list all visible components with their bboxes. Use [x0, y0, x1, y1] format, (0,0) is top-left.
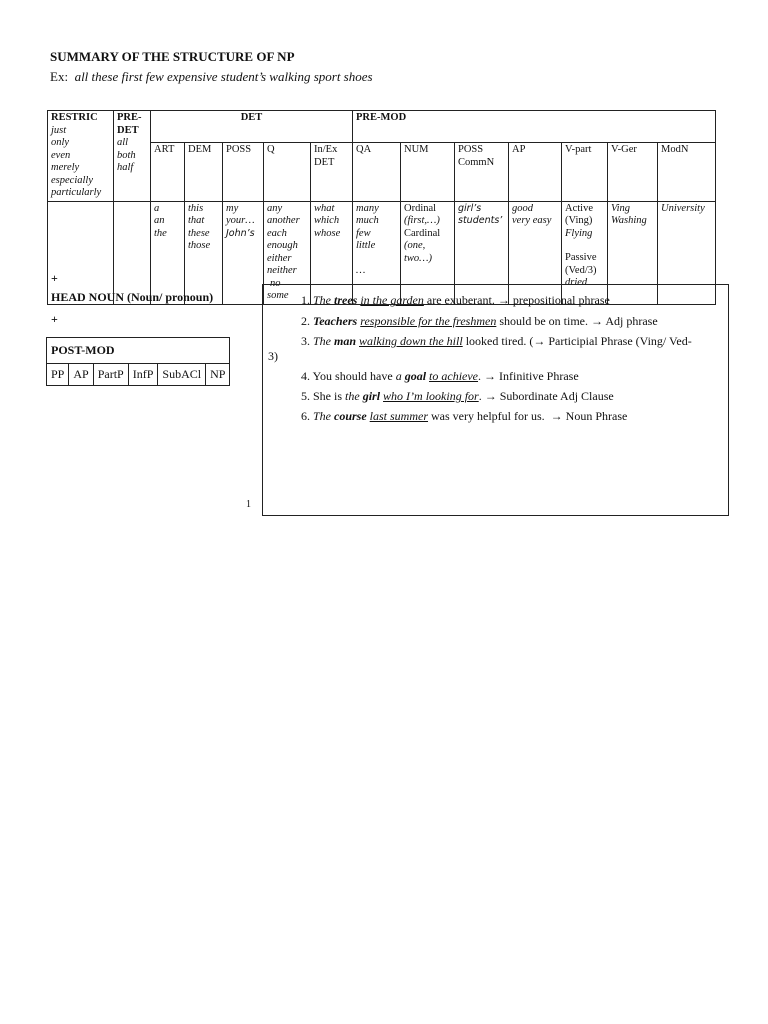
subheader-v-ger: V-Ger	[608, 143, 658, 201]
plus-sign: +	[51, 271, 58, 285]
predet-header-cell	[114, 111, 151, 202]
arrow-icon: →	[550, 409, 563, 423]
inex-item: whose	[314, 227, 341, 239]
example-item-continuation: 3)	[268, 349, 278, 363]
subheader-dem: DEM	[185, 143, 223, 201]
poss-item: your…	[226, 215, 255, 226]
qa-item: little	[356, 240, 376, 251]
ap-item: good	[512, 202, 533, 214]
restric-header: RESTRIC	[51, 112, 98, 123]
arrow-icon: →	[484, 369, 497, 383]
example-item: 2. Teachers responsible for the freshmen should be on time. → Adj phrase	[301, 314, 658, 328]
subheader-ap: AP	[509, 143, 562, 201]
premod-header: PRE-MOD	[353, 111, 716, 143]
v-ger-item: Ving	[611, 202, 631, 214]
restric-item: only	[51, 137, 70, 148]
num-item: Ordinal	[404, 202, 437, 214]
q-item: each	[267, 227, 287, 239]
page-number: 1	[246, 499, 251, 510]
subheader-inex-det: In/Ex DET	[311, 143, 353, 201]
example-item: 6. The course last summer was very helpful for us. → Noun Phrase	[301, 409, 628, 423]
dem-item: that	[188, 215, 205, 226]
q-item: neither	[267, 265, 297, 276]
examples-box	[262, 284, 729, 516]
post-mod-item: PartP	[93, 364, 128, 386]
art-cell	[151, 201, 185, 304]
post-mod-item: InfP	[128, 364, 158, 386]
arrow-icon: →	[497, 293, 510, 307]
predet-item: half	[117, 162, 134, 173]
dem-item: those	[188, 240, 211, 251]
example-item: 4. You should have a goal to achieve. → Infinitive Phrase	[301, 369, 579, 383]
art-item: an	[154, 215, 165, 226]
ap-item: very easy	[512, 215, 552, 226]
predet-item: both	[117, 149, 136, 161]
post-mod-item: PP	[47, 364, 69, 386]
q-item: no	[270, 277, 281, 289]
v-part-item: (Ving)	[565, 215, 593, 226]
subheader-qa: QA	[353, 143, 401, 201]
num-item: (first,…)	[404, 215, 440, 226]
qa-item: many	[356, 202, 379, 214]
det-header: DET	[151, 111, 353, 143]
post-mod-item: AP	[69, 364, 93, 386]
example-text: all these first few expensive student’s walking sport shoes	[74, 69, 373, 84]
restric-item: even	[51, 149, 71, 161]
inex-item: which	[314, 215, 340, 226]
num-item: Cardinal	[404, 227, 441, 239]
num-item: (one,	[404, 240, 426, 251]
poss-item: my	[226, 202, 239, 214]
v-part-item: Flying	[565, 227, 593, 239]
v-part-item: Active	[565, 202, 593, 214]
q-item: enough	[267, 240, 298, 251]
restric-list	[51, 125, 110, 200]
dem-item: these	[188, 227, 210, 239]
subheader-q: Q	[264, 143, 311, 201]
qa-item	[356, 253, 397, 265]
q-item: either	[267, 252, 292, 264]
q-item: any	[267, 202, 283, 214]
restric-item: just	[51, 124, 67, 136]
restric-spacer	[48, 201, 114, 304]
art-item: the	[154, 227, 167, 239]
num-item: two…)	[404, 252, 433, 264]
subheader-num: NUM	[401, 143, 455, 201]
example-prefix: Ex:	[50, 69, 69, 84]
q-item: some	[267, 290, 289, 301]
predet-header: PRE-DET	[117, 112, 142, 136]
v-ger-item: Washing	[611, 215, 647, 226]
page-title: SUMMARY OF THE STRUCTURE OF NP	[50, 49, 295, 64]
subheader-modn: ModN	[658, 143, 716, 201]
art-item: a	[154, 202, 160, 214]
v-part-item: (Ved/3)	[565, 264, 597, 276]
restric-item: especially	[51, 174, 93, 186]
v-part-item: dried	[565, 277, 588, 288]
predet-item: all	[117, 137, 129, 148]
dem-cell	[185, 201, 223, 304]
example-item: 3. The man walking down the hill looked tired. (→ Participial Phrase (Ving/ Ved-	[301, 334, 692, 348]
v-part-item	[565, 240, 604, 252]
predet-list	[117, 137, 147, 175]
poss-commn-item: girl’s	[458, 202, 482, 214]
v-part-item: Passive	[565, 252, 597, 263]
arrow-icon: →	[533, 334, 546, 348]
modn-item: University	[661, 202, 705, 214]
restric-header-cell	[48, 111, 114, 202]
np-structure-table	[47, 110, 716, 305]
restric-item: particularly	[51, 187, 102, 198]
dem-item: this	[188, 202, 204, 214]
post-mod-title: POST-MOD	[47, 338, 230, 364]
post-mod-item: NP	[206, 364, 230, 386]
poss-commn-item: students’	[458, 215, 503, 226]
qa-item: …	[356, 264, 366, 276]
q-item: another	[267, 215, 300, 226]
arrow-icon: →	[484, 389, 497, 403]
post-mod-item: SubACl	[158, 364, 206, 386]
example-line	[50, 69, 373, 85]
qa-item: few	[356, 227, 371, 239]
head-noun-label: HEAD NOUN (Noun/ pronoun)	[51, 290, 214, 304]
subheader-poss-commn: POSS CommN	[455, 143, 509, 201]
example-item: 1. The trees in the garden are exuberant. → prepositional phrase	[301, 293, 610, 307]
plus-sign: +	[51, 312, 58, 326]
post-mod-table	[46, 337, 230, 386]
restric-item: merely	[51, 162, 80, 173]
example-item: 5. She is the girl who I’m looking for. → Subordinate Adj Clause	[301, 389, 614, 403]
predet-spacer	[114, 201, 151, 304]
arrow-icon: →	[591, 314, 604, 328]
subheader-art: ART	[151, 143, 185, 201]
poss-handwritten-item: John’s	[226, 227, 255, 239]
subheader-poss: POSS	[223, 143, 264, 201]
poss-cell	[223, 201, 264, 304]
inex-item: what	[314, 202, 335, 214]
subheader-v-part: V-part	[562, 143, 608, 201]
qa-item: much	[356, 215, 379, 226]
